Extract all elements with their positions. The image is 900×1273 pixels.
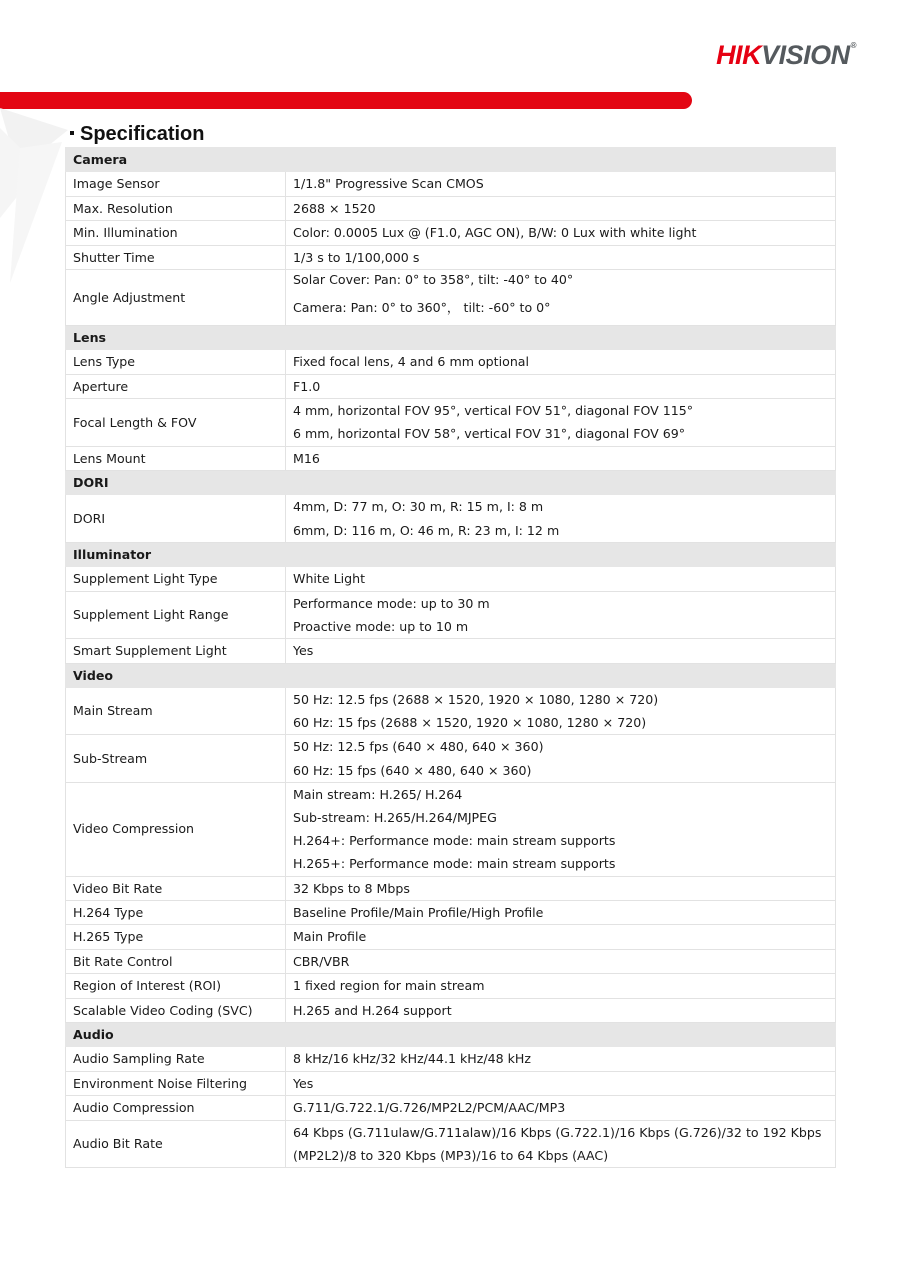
spec-label: Max. Resolution (66, 196, 286, 220)
specification-table-body (66, 148, 836, 1168)
spec-value-line: (MP2L2)/8 to 320 Kbps (MP3)/16 to 64 Kbps (AAC) (293, 1147, 609, 1163)
section-title: Lens (66, 326, 836, 350)
spec-value-line: 8 kHz/16 kHz/32 kHz/44.1 kHz/48 kHz (293, 1051, 531, 1067)
spec-value-line: 6mm, D: 116 m, O: 46 m, R: 23 m, I: 12 m (293, 522, 560, 538)
spec-row-audio-sampling-rate (66, 1047, 836, 1071)
spec-value-line: 2688 × 1520 (293, 200, 376, 216)
spec-value-line: M16 (293, 450, 320, 466)
spec-row-shutter-time (66, 245, 836, 269)
spec-row-main-stream (66, 687, 836, 734)
section-header-video (66, 663, 836, 687)
spec-label: Region of Interest (ROI) (66, 974, 286, 998)
hikvision-logo (716, 42, 856, 69)
spec-value-line: 50 Hz: 12.5 fps (2688 × 1520, 1920 × 1080, 1280 × 720) (293, 691, 659, 707)
spec-value (286, 221, 836, 245)
spec-value-line: F1.0 (293, 378, 321, 394)
spec-row-max-resolution (66, 196, 836, 220)
spec-value (286, 196, 836, 220)
spec-row-supplement-light-type (66, 567, 836, 591)
section-header-lens (66, 326, 836, 350)
spec-row-video-bit-rate (66, 876, 836, 900)
spec-label: Video Bit Rate (66, 876, 286, 900)
spec-row-scalable-video-coding-svc (66, 998, 836, 1022)
spec-value (286, 925, 836, 949)
page-title (70, 122, 204, 146)
spec-row-lens-mount (66, 446, 836, 470)
spec-label: H.264 Type (66, 900, 286, 924)
spec-value-line: CBR/VBR (293, 953, 350, 969)
spec-value (286, 639, 836, 663)
spec-row-angle-adjustment (66, 270, 836, 326)
spec-label: H.265 Type (66, 925, 286, 949)
spec-value-line: 1 fixed region for main stream (293, 978, 485, 994)
spec-value-line: 32 Kbps to 8 Mbps (293, 880, 410, 896)
spec-value (286, 782, 836, 876)
spec-label: Smart Supplement Light (66, 639, 286, 663)
section-title: Illuminator (66, 542, 836, 566)
section-header-camera (66, 148, 836, 172)
spec-value (286, 567, 836, 591)
section-title: DORI (66, 471, 836, 495)
spec-value-line: Baseline Profile/Main Profile/High Profile (293, 904, 544, 920)
spec-value-line: 1/3 s to 1/100,000 s (293, 249, 420, 265)
spec-label: Supplement Light Type (66, 567, 286, 591)
spec-value (286, 245, 836, 269)
spec-value (286, 1120, 836, 1167)
spec-row-environment-noise-filtering (66, 1071, 836, 1095)
spec-label: Main Stream (66, 687, 286, 734)
spec-value-line: 60 Hz: 15 fps (2688 × 1520, 1920 × 1080, 1280 × 720) (293, 715, 647, 731)
spec-label: Lens Mount (66, 446, 286, 470)
spec-label: Environment Noise Filtering (66, 1071, 286, 1095)
logo-part-gray: VISION (761, 40, 850, 70)
registered-mark: ® (850, 41, 856, 50)
spec-row-h-264-type (66, 900, 836, 924)
spec-value-line: H.265+: Performance mode: main stream supports (293, 856, 616, 872)
spec-row-smart-supplement-light (66, 639, 836, 663)
spec-value-line: Performance mode: up to 30 m (293, 595, 490, 611)
spec-label: Audio Compression (66, 1096, 286, 1120)
spec-value (286, 270, 836, 326)
spec-value-line: Yes (293, 643, 314, 659)
spec-label: Min. Illumination (66, 221, 286, 245)
logo-part-red: HIK (716, 40, 762, 70)
spec-label: Sub-Stream (66, 735, 286, 782)
spec-value-line: Fixed focal lens, 4 and 6 mm optional (293, 354, 530, 370)
section-title: Video (66, 663, 836, 687)
page-title-text: Specification (80, 123, 205, 145)
spec-label: Focal Length & FOV (66, 399, 286, 446)
spec-row-h-265-type (66, 925, 836, 949)
spec-value (286, 399, 836, 446)
spec-value-line: Sub-stream: H.265/H.264/MJPEG (293, 809, 497, 825)
spec-value (286, 876, 836, 900)
spec-label: Audio Bit Rate (66, 1120, 286, 1167)
spec-value (286, 974, 836, 998)
section-header-dori (66, 471, 836, 495)
spec-value (286, 949, 836, 973)
spec-value-line: White Light (293, 571, 366, 587)
spec-row-image-sensor (66, 172, 836, 196)
spec-value (286, 1047, 836, 1071)
spec-value-line: 64 Kbps (G.711ulaw/G.711alaw)/16 Kbps (G.722.1)/16 Kbps (G.726)/32 to 192 Kbps (293, 1124, 822, 1140)
spec-value-line: Main Profile (293, 929, 367, 945)
spec-row-video-compression (66, 782, 836, 876)
spec-row-focal-length-fov (66, 399, 836, 446)
spec-label: Audio Sampling Rate (66, 1047, 286, 1071)
spec-label: Shutter Time (66, 245, 286, 269)
spec-value (286, 374, 836, 398)
section-header-audio (66, 1022, 836, 1046)
spec-row-sub-stream (66, 735, 836, 782)
spec-value-line: 1/1.8" Progressive Scan CMOS (293, 176, 484, 192)
spec-value (286, 172, 836, 196)
spec-value (286, 350, 836, 374)
spec-value-line: Main stream: H.265/ H.264 (293, 786, 463, 802)
spec-value-line: Yes (293, 1075, 314, 1091)
spec-label: DORI (66, 495, 286, 542)
spec-label: Bit Rate Control (66, 949, 286, 973)
spec-row-supplement-light-range (66, 591, 836, 638)
specification-table (65, 147, 836, 1168)
spec-value (286, 1071, 836, 1095)
spec-row-region-of-interest-roi (66, 974, 836, 998)
spec-label: Video Compression (66, 782, 286, 876)
spec-value (286, 735, 836, 782)
section-title: Camera (66, 148, 836, 172)
spec-value-line: Proactive mode: up to 10 m (293, 618, 469, 634)
spec-value-line: Solar Cover: Pan: 0° to 358°, tilt: -40° to 40° (293, 272, 574, 288)
spec-value-line: 6 mm, horizontal FOV 58°, vertical FOV 31°, diagonal FOV 69° (293, 426, 686, 442)
spec-label: Aperture (66, 374, 286, 398)
spec-value-line: Camera: Pan: 0° to 360°， tilt: -60° to 0° (293, 300, 551, 316)
spec-value-line: H.264+: Performance mode: main stream supports (293, 833, 616, 849)
spec-value (286, 1096, 836, 1120)
spec-value (286, 446, 836, 470)
spec-value (286, 687, 836, 734)
spec-value-line: 4mm, D: 77 m, O: 30 m, R: 15 m, I: 8 m (293, 499, 544, 515)
spec-row-bit-rate-control (66, 949, 836, 973)
spec-value-line: Color: 0.0005 Lux @ (F1.0, AGC ON), B/W: 0 Lux with white light (293, 225, 697, 241)
spec-value-line: G.711/G.722.1/G.726/MP2L2/PCM/AAC/MP3 (293, 1100, 566, 1116)
spec-row-audio-compression (66, 1096, 836, 1120)
spec-value (286, 495, 836, 542)
header-red-bar (0, 92, 692, 109)
spec-label: Scalable Video Coding (SVC) (66, 998, 286, 1022)
spec-value (286, 998, 836, 1022)
spec-value-line: 50 Hz: 12.5 fps (640 × 480, 640 × 360) (293, 739, 544, 755)
spec-row-dori (66, 495, 836, 542)
section-header-illuminator (66, 542, 836, 566)
spec-value-line: 60 Hz: 15 fps (640 × 480, 640 × 360) (293, 762, 532, 778)
spec-row-lens-type (66, 350, 836, 374)
spec-label: Angle Adjustment (66, 270, 286, 326)
spec-label: Lens Type (66, 350, 286, 374)
spec-label: Supplement Light Range (66, 591, 286, 638)
spec-value-line: H.265 and H.264 support (293, 1002, 452, 1018)
spec-value (286, 591, 836, 638)
spec-row-aperture (66, 374, 836, 398)
spec-value-line: 4 mm, horizontal FOV 95°, vertical FOV 51°, diagonal FOV 115° (293, 403, 694, 419)
section-title: Audio (66, 1022, 836, 1046)
spec-label: Image Sensor (66, 172, 286, 196)
spec-row-audio-bit-rate (66, 1120, 836, 1167)
spec-row-min-illumination (66, 221, 836, 245)
spec-value (286, 900, 836, 924)
title-bullet-icon (70, 131, 74, 135)
